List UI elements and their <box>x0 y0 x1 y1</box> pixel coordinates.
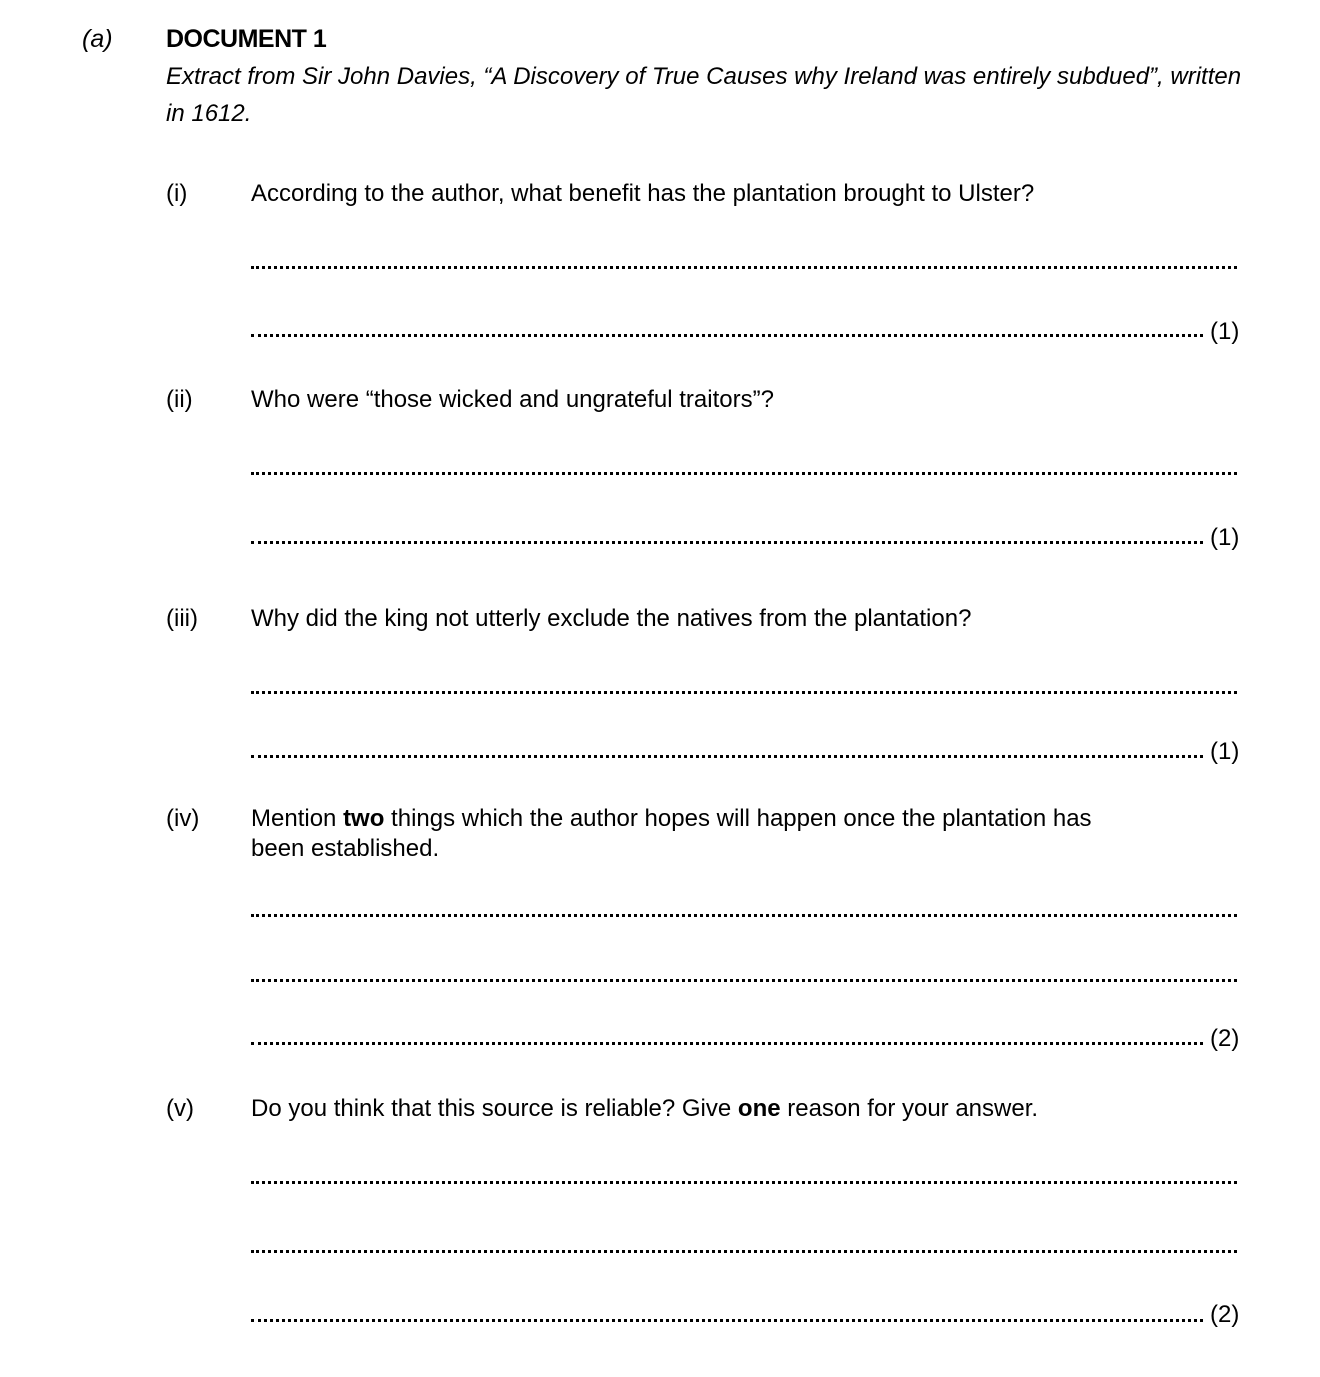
answer-line-v-2[interactable] <box>251 1250 1237 1253</box>
question-number-iv: (iv) <box>166 805 200 832</box>
question-number-ii: (ii) <box>166 386 193 413</box>
question-text-iv-emphasis: two <box>343 805 385 832</box>
question-text-i: According to the author, what benefit has the plantation brought to Ulster? <box>251 180 1035 207</box>
answer-line-iv-1[interactable] <box>251 914 1237 917</box>
answer-line-v-1[interactable] <box>251 1181 1237 1184</box>
question-text-iii: Why did the king not utterly exclude the natives from the plantation? <box>251 605 972 632</box>
marks-iv: (2) <box>1210 1025 1240 1052</box>
question-number-iii: (iii) <box>166 605 198 632</box>
question-text-iv <box>251 804 1131 864</box>
question-text-v-emphasis: one <box>737 1095 781 1122</box>
answer-line-iv-3[interactable] <box>251 1042 1203 1045</box>
part-label: (a) <box>82 25 113 53</box>
document-caption: Extract from Sir John Davies, “A Discovery of True Causes why Ireland was entirely subdued”, written in 1612. <box>166 63 1242 127</box>
question-text-iv-part2: things which the author hopes will happen once the plantation has been established. <box>251 805 1092 862</box>
marks-v: (2) <box>1210 1301 1240 1328</box>
answer-line-iii-1[interactable] <box>251 691 1237 694</box>
question-text-v <box>251 1094 1151 1124</box>
marks-iii: (1) <box>1210 738 1240 765</box>
marks-ii: (1) <box>1210 524 1240 551</box>
answer-line-ii-2[interactable] <box>251 541 1203 544</box>
document-heading: DOCUMENT 1 <box>166 25 327 53</box>
question-text-ii: Who were “those wicked and ungrateful traitors”? <box>251 386 774 413</box>
answer-line-i-1[interactable] <box>251 266 1237 269</box>
question-number-v: (v) <box>166 1095 194 1122</box>
question-text-v-part2: reason for your answer. <box>780 1095 1039 1122</box>
answer-line-i-2[interactable] <box>251 334 1203 337</box>
answer-line-iii-2[interactable] <box>251 755 1203 758</box>
question-text-iv-part1: Mention <box>251 805 344 832</box>
answer-line-v-3[interactable] <box>251 1319 1203 1322</box>
question-text-v-part1: Do you think that this source is reliable? Give <box>251 1095 738 1122</box>
answer-line-ii-1[interactable] <box>251 472 1237 475</box>
marks-i: (1) <box>1210 318 1240 345</box>
answer-line-iv-2[interactable] <box>251 979 1237 982</box>
question-number-i: (i) <box>166 180 188 207</box>
